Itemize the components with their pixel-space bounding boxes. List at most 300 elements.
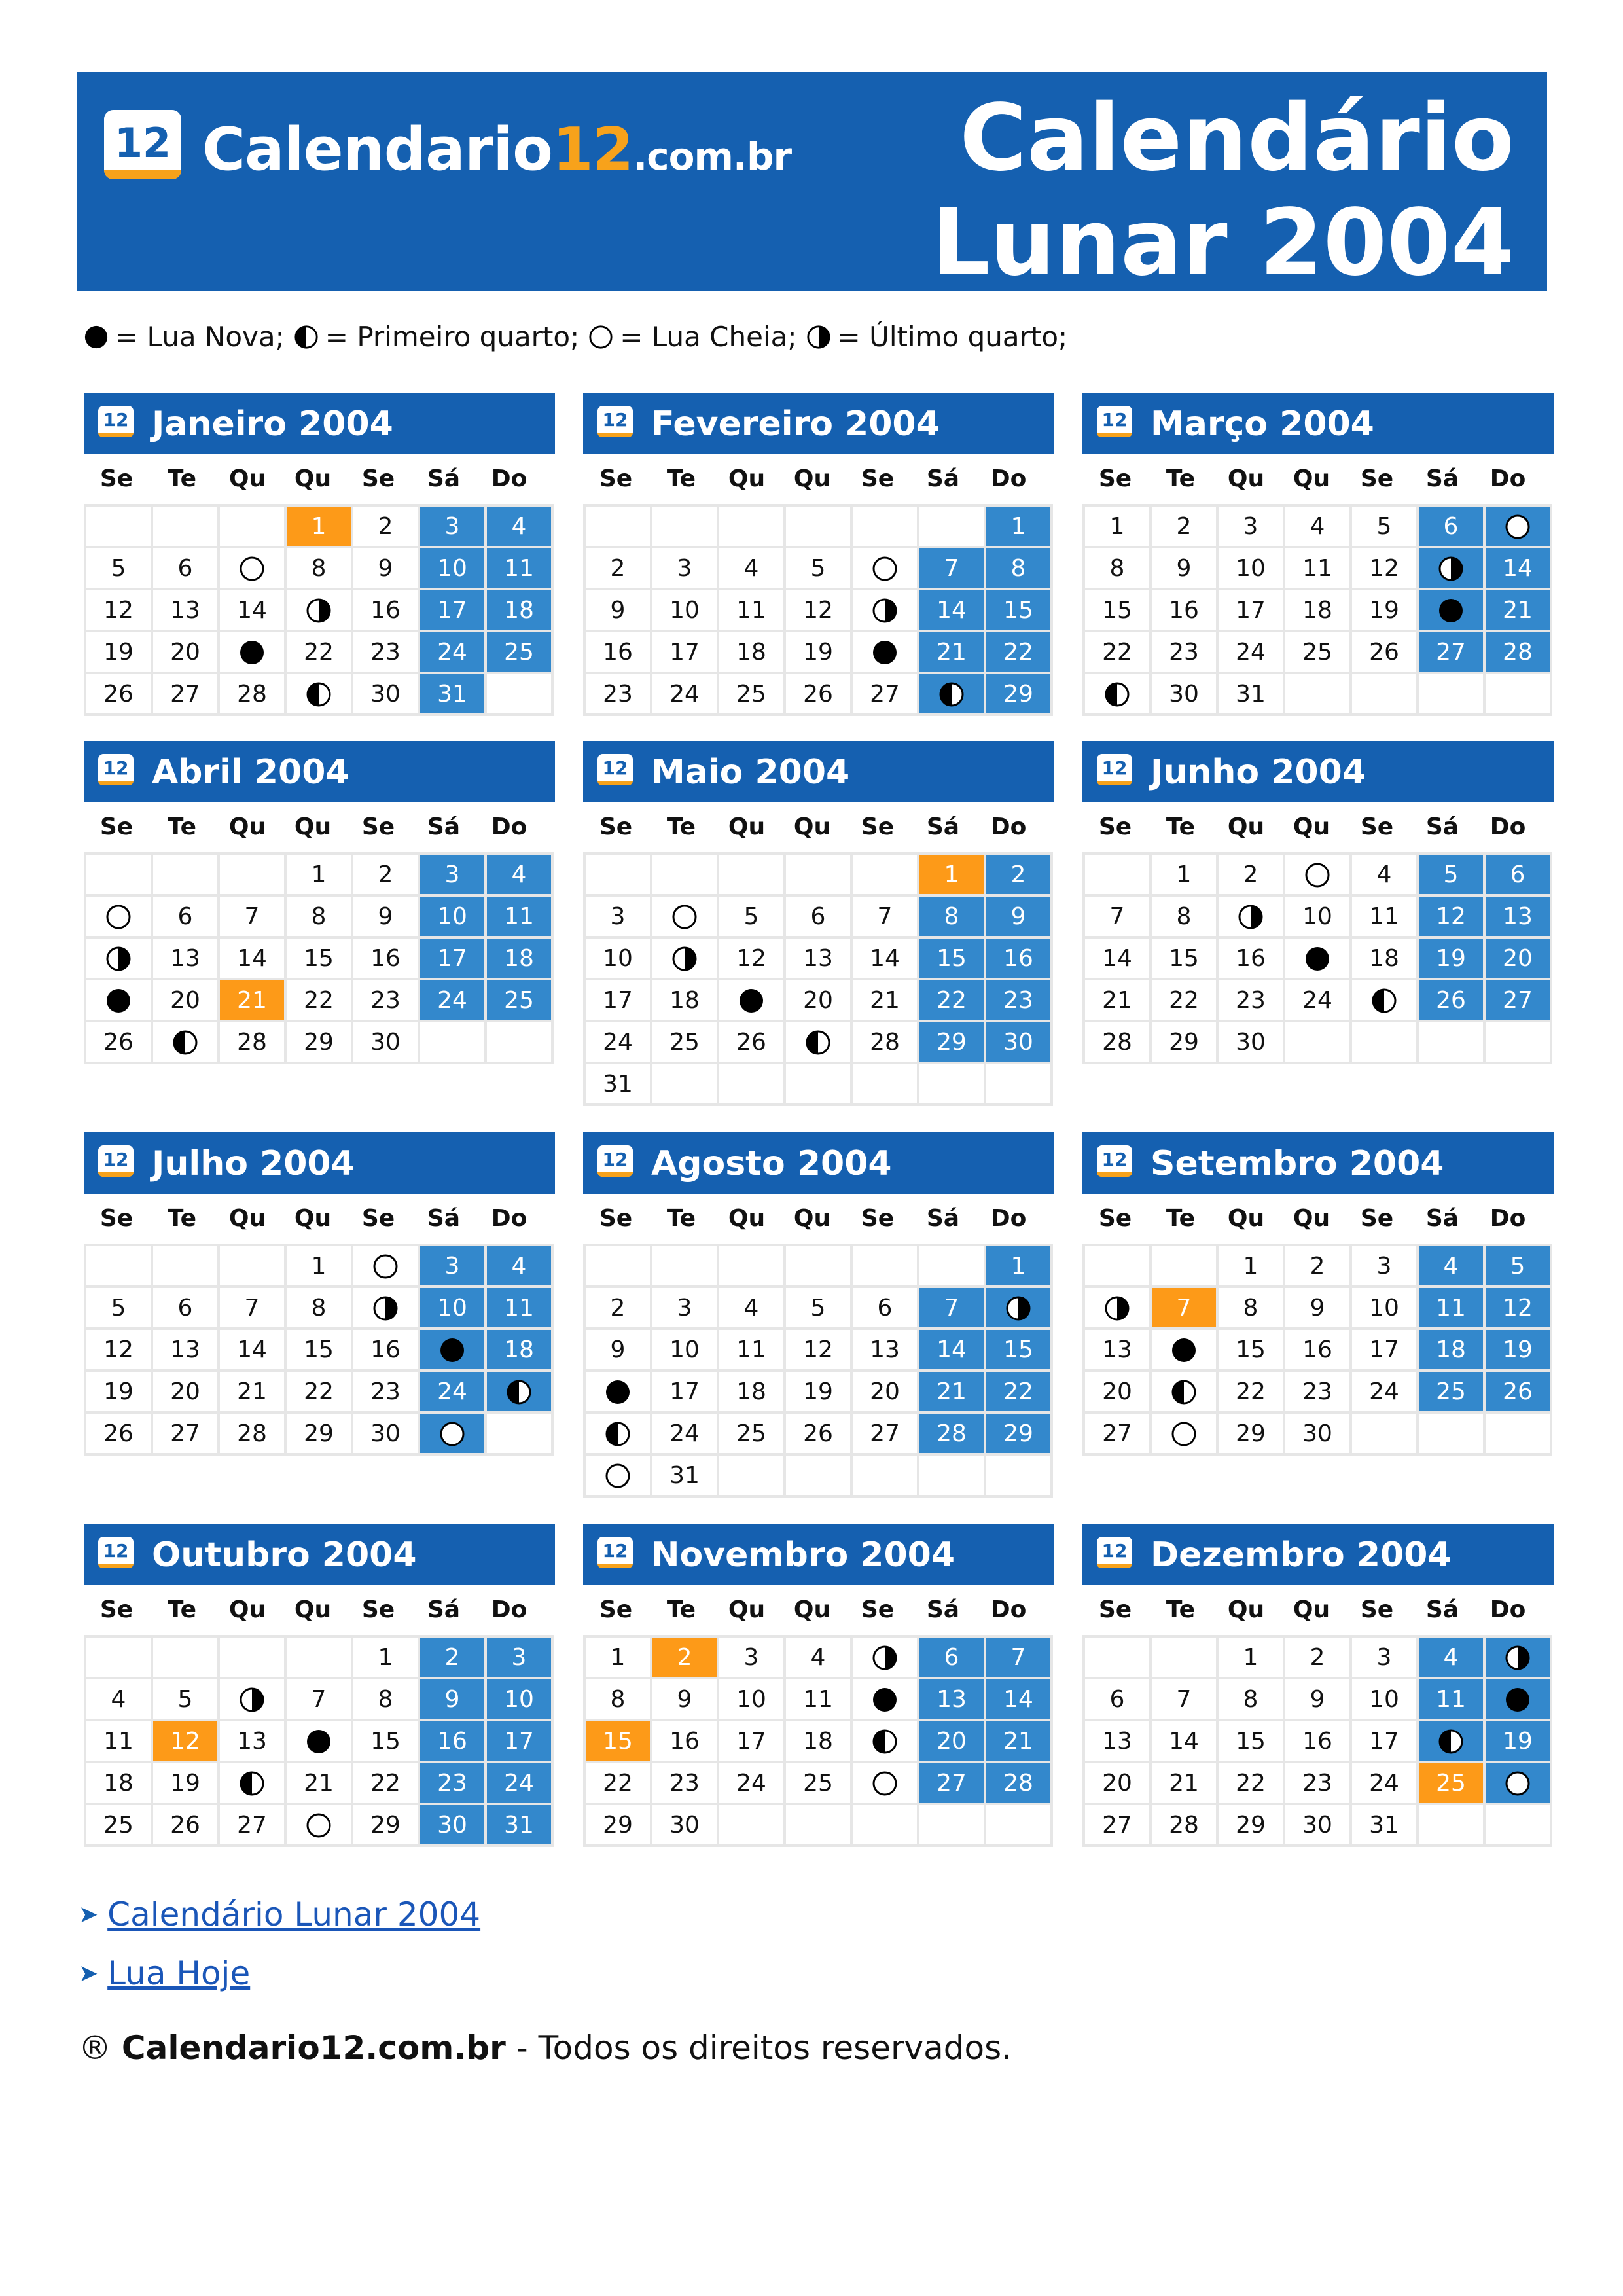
day-cell[interactable]: 12 <box>1418 895 1484 937</box>
day-cell[interactable]: 28 <box>219 673 285 715</box>
day-cell[interactable]: 13 <box>851 1329 918 1371</box>
day-cell[interactable]: 11 <box>1351 895 1418 937</box>
day-cell[interactable]: 9 <box>352 895 419 937</box>
day-cell[interactable]: 27 <box>1418 631 1484 673</box>
day-cell[interactable]: 7 <box>918 1287 985 1329</box>
day-cell[interactable]: 8 <box>918 895 985 937</box>
day-cell[interactable]: 22 <box>985 631 1052 673</box>
day-cell[interactable]: 14 <box>1484 547 1551 589</box>
day-cell[interactable]: 6 <box>152 547 219 589</box>
day-cell[interactable]: 10 <box>1217 547 1284 589</box>
day-cell[interactable]: 3 <box>651 547 718 589</box>
day-cell[interactable]: 13 <box>918 1678 985 1720</box>
day-cell[interactable]: 22 <box>1084 631 1150 673</box>
day-cell[interactable]: 6 <box>1418 505 1484 547</box>
day-cell[interactable] <box>851 1762 918 1804</box>
day-cell[interactable]: 26 <box>85 1021 152 1063</box>
day-cell[interactable]: 17 <box>651 631 718 673</box>
day-cell[interactable]: 16 <box>985 937 1052 979</box>
day-cell[interactable]: 18 <box>85 1762 152 1804</box>
day-cell[interactable]: 13 <box>152 589 219 631</box>
day-cell[interactable]: 8 <box>285 895 352 937</box>
day-cell[interactable]: 26 <box>1484 1371 1551 1412</box>
day-cell[interactable] <box>85 979 152 1021</box>
day-cell[interactable]: 4 <box>785 1636 851 1678</box>
day-cell[interactable]: 5 <box>1484 1245 1551 1287</box>
day-cell[interactable]: 11 <box>1418 1287 1484 1329</box>
day-cell[interactable] <box>1484 1636 1551 1678</box>
day-cell[interactable] <box>851 1720 918 1762</box>
day-cell[interactable]: 23 <box>352 631 419 673</box>
day-cell[interactable]: 26 <box>85 1412 152 1454</box>
day-cell[interactable]: 27 <box>851 673 918 715</box>
day-cell[interactable]: 16 <box>352 589 419 631</box>
day-cell[interactable]: 28 <box>1084 1021 1150 1063</box>
day-cell[interactable]: 16 <box>1284 1329 1351 1371</box>
day-cell[interactable]: 2 <box>1284 1245 1351 1287</box>
day-cell[interactable]: 16 <box>584 631 651 673</box>
day-cell[interactable]: 25 <box>486 631 552 673</box>
day-cell[interactable]: 21 <box>219 1371 285 1412</box>
day-cell[interactable]: 3 <box>419 853 486 895</box>
day-cell[interactable] <box>1418 1720 1484 1762</box>
day-cell[interactable]: 15 <box>285 1329 352 1371</box>
day-cell[interactable]: 4 <box>1418 1245 1484 1287</box>
day-cell[interactable]: 10 <box>651 589 718 631</box>
day-cell[interactable]: 29 <box>1150 1021 1217 1063</box>
day-cell[interactable]: 17 <box>584 979 651 1021</box>
day-cell[interactable] <box>1484 505 1551 547</box>
day-cell[interactable] <box>651 895 718 937</box>
day-cell[interactable]: 31 <box>486 1804 552 1846</box>
day-cell[interactable]: 17 <box>486 1720 552 1762</box>
day-cell[interactable]: 29 <box>285 1412 352 1454</box>
day-cell[interactable]: 29 <box>1217 1804 1284 1846</box>
day-cell[interactable]: 19 <box>1484 1329 1551 1371</box>
day-cell[interactable]: 16 <box>1217 937 1284 979</box>
day-cell[interactable]: 30 <box>352 1412 419 1454</box>
day-cell[interactable] <box>1084 673 1150 715</box>
day-cell[interactable]: 28 <box>851 1021 918 1063</box>
day-cell[interactable]: 15 <box>1217 1720 1284 1762</box>
day-cell[interactable]: 27 <box>918 1762 985 1804</box>
day-cell[interactable]: 23 <box>1217 979 1284 1021</box>
day-cell[interactable]: 5 <box>718 895 785 937</box>
day-cell[interactable]: 19 <box>785 631 851 673</box>
day-cell[interactable] <box>851 547 918 589</box>
day-cell[interactable]: 24 <box>419 631 486 673</box>
day-cell[interactable]: 30 <box>1284 1804 1351 1846</box>
day-cell[interactable] <box>1150 1412 1217 1454</box>
day-cell[interactable]: 29 <box>584 1804 651 1846</box>
day-cell[interactable]: 3 <box>584 895 651 937</box>
day-cell[interactable]: 24 <box>651 1412 718 1454</box>
day-cell[interactable]: 15 <box>918 937 985 979</box>
day-cell[interactable]: 3 <box>1217 505 1284 547</box>
day-cell[interactable]: 9 <box>651 1678 718 1720</box>
day-cell[interactable]: 21 <box>219 979 285 1021</box>
day-cell[interactable]: 24 <box>1351 1371 1418 1412</box>
day-cell[interactable]: 28 <box>985 1762 1052 1804</box>
day-cell[interactable]: 29 <box>985 1412 1052 1454</box>
day-cell[interactable]: 13 <box>219 1720 285 1762</box>
day-cell[interactable]: 18 <box>651 979 718 1021</box>
day-cell[interactable]: 4 <box>1351 853 1418 895</box>
day-cell[interactable]: 7 <box>1150 1287 1217 1329</box>
day-cell[interactable]: 25 <box>651 1021 718 1063</box>
day-cell[interactable]: 4 <box>1418 1636 1484 1678</box>
day-cell[interactable]: 12 <box>152 1720 219 1762</box>
day-cell[interactable]: 1 <box>584 1636 651 1678</box>
day-cell[interactable]: 22 <box>985 1371 1052 1412</box>
day-cell[interactable]: 24 <box>584 1021 651 1063</box>
day-cell[interactable]: 30 <box>1217 1021 1284 1063</box>
day-cell[interactable]: 31 <box>651 1454 718 1496</box>
day-cell[interactable]: 16 <box>1284 1720 1351 1762</box>
day-cell[interactable]: 8 <box>352 1678 419 1720</box>
day-cell[interactable]: 14 <box>1150 1720 1217 1762</box>
day-cell[interactable] <box>851 1636 918 1678</box>
day-cell[interactable]: 1 <box>285 1245 352 1287</box>
day-cell[interactable]: 25 <box>718 673 785 715</box>
day-cell[interactable]: 2 <box>352 853 419 895</box>
day-cell[interactable]: 17 <box>419 589 486 631</box>
day-cell[interactable] <box>85 895 152 937</box>
day-cell[interactable] <box>785 1021 851 1063</box>
day-cell[interactable]: 21 <box>1150 1762 1217 1804</box>
day-cell[interactable] <box>985 1287 1052 1329</box>
day-cell[interactable]: 13 <box>1084 1720 1150 1762</box>
day-cell[interactable]: 15 <box>285 937 352 979</box>
day-cell[interactable]: 18 <box>486 589 552 631</box>
day-cell[interactable]: 17 <box>1351 1720 1418 1762</box>
day-cell[interactable]: 31 <box>584 1063 651 1105</box>
day-cell[interactable]: 21 <box>918 631 985 673</box>
day-cell[interactable]: 3 <box>419 505 486 547</box>
day-cell[interactable]: 18 <box>1418 1329 1484 1371</box>
day-cell[interactable]: 21 <box>1484 589 1551 631</box>
day-cell[interactable]: 16 <box>419 1720 486 1762</box>
day-cell[interactable] <box>1150 1371 1217 1412</box>
day-cell[interactable]: 14 <box>1084 937 1150 979</box>
day-cell[interactable] <box>1284 937 1351 979</box>
day-cell[interactable]: 25 <box>785 1762 851 1804</box>
day-cell[interactable]: 29 <box>352 1804 419 1846</box>
day-cell[interactable]: 17 <box>419 937 486 979</box>
day-cell[interactable]: 6 <box>152 895 219 937</box>
day-cell[interactable]: 4 <box>85 1678 152 1720</box>
day-cell[interactable] <box>1351 979 1418 1021</box>
day-cell[interactable]: 9 <box>419 1678 486 1720</box>
day-cell[interactable]: 16 <box>352 1329 419 1371</box>
day-cell[interactable]: 19 <box>785 1371 851 1412</box>
link-moon-today[interactable]: Lua Hoje <box>107 1954 251 1992</box>
day-cell[interactable]: 27 <box>152 673 219 715</box>
day-cell[interactable]: 8 <box>285 1287 352 1329</box>
day-cell[interactable]: 12 <box>785 589 851 631</box>
day-cell[interactable]: 16 <box>352 937 419 979</box>
day-cell[interactable]: 19 <box>1484 1720 1551 1762</box>
day-cell[interactable] <box>285 1720 352 1762</box>
day-cell[interactable]: 24 <box>651 673 718 715</box>
day-cell[interactable]: 8 <box>584 1678 651 1720</box>
day-cell[interactable]: 22 <box>918 979 985 1021</box>
day-cell[interactable]: 30 <box>352 673 419 715</box>
day-cell[interactable]: 1 <box>1217 1636 1284 1678</box>
day-cell[interactable]: 20 <box>851 1371 918 1412</box>
day-cell[interactable]: 3 <box>718 1636 785 1678</box>
day-cell[interactable] <box>419 1412 486 1454</box>
day-cell[interactable]: 3 <box>651 1287 718 1329</box>
day-cell[interactable]: 30 <box>352 1021 419 1063</box>
day-cell[interactable]: 1 <box>285 853 352 895</box>
day-cell[interactable]: 22 <box>1217 1762 1284 1804</box>
day-cell[interactable]: 9 <box>1284 1678 1351 1720</box>
day-cell[interactable] <box>1150 1329 1217 1371</box>
day-cell[interactable]: 15 <box>985 589 1052 631</box>
day-cell[interactable]: 27 <box>219 1804 285 1846</box>
day-cell[interactable]: 23 <box>651 1762 718 1804</box>
day-cell[interactable]: 21 <box>851 979 918 1021</box>
day-cell[interactable]: 9 <box>985 895 1052 937</box>
day-cell[interactable]: 20 <box>1484 937 1551 979</box>
day-cell[interactable]: 10 <box>419 1287 486 1329</box>
day-cell[interactable]: 29 <box>1217 1412 1284 1454</box>
day-cell[interactable]: 18 <box>1351 937 1418 979</box>
day-cell[interactable]: 1 <box>918 853 985 895</box>
day-cell[interactable]: 7 <box>851 895 918 937</box>
day-cell[interactable]: 19 <box>1351 589 1418 631</box>
day-cell[interactable]: 13 <box>152 1329 219 1371</box>
day-cell[interactable]: 27 <box>1084 1804 1150 1846</box>
day-cell[interactable]: 15 <box>1217 1329 1284 1371</box>
day-cell[interactable]: 15 <box>352 1720 419 1762</box>
day-cell[interactable]: 24 <box>419 979 486 1021</box>
day-cell[interactable]: 9 <box>352 547 419 589</box>
day-cell[interactable]: 3 <box>486 1636 552 1678</box>
day-cell[interactable]: 30 <box>651 1804 718 1846</box>
day-cell[interactable]: 20 <box>785 979 851 1021</box>
day-cell[interactable]: 20 <box>918 1720 985 1762</box>
day-cell[interactable]: 9 <box>1150 547 1217 589</box>
day-cell[interactable]: 5 <box>785 1287 851 1329</box>
day-cell[interactable]: 30 <box>985 1021 1052 1063</box>
day-cell[interactable]: 6 <box>851 1287 918 1329</box>
day-cell[interactable]: 23 <box>985 979 1052 1021</box>
day-cell[interactable]: 30 <box>1150 673 1217 715</box>
day-cell[interactable] <box>584 1454 651 1496</box>
day-cell[interactable]: 13 <box>785 937 851 979</box>
day-cell[interactable]: 8 <box>285 547 352 589</box>
day-cell[interactable]: 30 <box>419 1804 486 1846</box>
day-cell[interactable]: 21 <box>285 1762 352 1804</box>
day-cell[interactable] <box>85 937 152 979</box>
day-cell[interactable]: 28 <box>219 1021 285 1063</box>
day-cell[interactable] <box>851 589 918 631</box>
day-cell[interactable]: 10 <box>651 1329 718 1371</box>
day-cell[interactable]: 17 <box>1351 1329 1418 1371</box>
day-cell[interactable]: 6 <box>152 1287 219 1329</box>
day-cell[interactable] <box>285 673 352 715</box>
day-cell[interactable]: 25 <box>718 1412 785 1454</box>
day-cell[interactable]: 10 <box>718 1678 785 1720</box>
day-cell[interactable] <box>419 1329 486 1371</box>
day-cell[interactable]: 13 <box>1484 895 1551 937</box>
day-cell[interactable]: 11 <box>1418 1678 1484 1720</box>
day-cell[interactable]: 1 <box>985 505 1052 547</box>
day-cell[interactable]: 1 <box>1150 853 1217 895</box>
day-cell[interactable]: 16 <box>651 1720 718 1762</box>
day-cell[interactable]: 14 <box>918 589 985 631</box>
day-cell[interactable]: 13 <box>152 937 219 979</box>
day-cell[interactable]: 23 <box>419 1762 486 1804</box>
day-cell[interactable]: 11 <box>718 1329 785 1371</box>
day-cell[interactable]: 5 <box>1418 853 1484 895</box>
day-cell[interactable]: 8 <box>1150 895 1217 937</box>
day-cell[interactable]: 25 <box>85 1804 152 1846</box>
day-cell[interactable]: 20 <box>152 631 219 673</box>
day-cell[interactable]: 8 <box>1217 1287 1284 1329</box>
day-cell[interactable]: 1 <box>1084 505 1150 547</box>
day-cell[interactable] <box>1217 895 1284 937</box>
day-cell[interactable]: 14 <box>918 1329 985 1371</box>
day-cell[interactable] <box>285 1804 352 1846</box>
day-cell[interactable]: 23 <box>1284 1371 1351 1412</box>
day-cell[interactable]: 12 <box>85 1329 152 1371</box>
day-cell[interactable]: 26 <box>85 673 152 715</box>
link-lunar-calendar[interactable]: Calendário Lunar 2004 <box>107 1895 481 1933</box>
day-cell[interactable]: 31 <box>1351 1804 1418 1846</box>
day-cell[interactable]: 26 <box>152 1804 219 1846</box>
day-cell[interactable]: 10 <box>1351 1678 1418 1720</box>
day-cell[interactable] <box>584 1371 651 1412</box>
day-cell[interactable]: 19 <box>1418 937 1484 979</box>
day-cell[interactable]: 3 <box>1351 1245 1418 1287</box>
day-cell[interactable]: 3 <box>1351 1636 1418 1678</box>
day-cell[interactable] <box>918 673 985 715</box>
day-cell[interactable]: 20 <box>152 1371 219 1412</box>
day-cell[interactable]: 15 <box>1150 937 1217 979</box>
day-cell[interactable]: 11 <box>85 1720 152 1762</box>
day-cell[interactable]: 11 <box>486 895 552 937</box>
day-cell[interactable]: 20 <box>152 979 219 1021</box>
day-cell[interactable]: 22 <box>584 1762 651 1804</box>
day-cell[interactable]: 1 <box>352 1636 419 1678</box>
day-cell[interactable]: 10 <box>419 547 486 589</box>
day-cell[interactable]: 22 <box>352 1762 419 1804</box>
day-cell[interactable]: 5 <box>785 547 851 589</box>
day-cell[interactable]: 22 <box>285 979 352 1021</box>
day-cell[interactable]: 29 <box>985 673 1052 715</box>
day-cell[interactable]: 8 <box>1084 547 1150 589</box>
day-cell[interactable]: 17 <box>1217 589 1284 631</box>
day-cell[interactable]: 8 <box>985 547 1052 589</box>
day-cell[interactable] <box>1484 1762 1551 1804</box>
day-cell[interactable]: 22 <box>1150 979 1217 1021</box>
day-cell[interactable]: 29 <box>285 1021 352 1063</box>
day-cell[interactable]: 28 <box>219 1412 285 1454</box>
day-cell[interactable]: 19 <box>152 1762 219 1804</box>
day-cell[interactable]: 12 <box>785 1329 851 1371</box>
day-cell[interactable]: 10 <box>419 895 486 937</box>
day-cell[interactable]: 5 <box>85 1287 152 1329</box>
day-cell[interactable]: 14 <box>219 589 285 631</box>
day-cell[interactable]: 20 <box>1084 1371 1150 1412</box>
day-cell[interactable]: 14 <box>985 1678 1052 1720</box>
day-cell[interactable]: 10 <box>486 1678 552 1720</box>
day-cell[interactable] <box>152 1021 219 1063</box>
day-cell[interactable]: 30 <box>1284 1412 1351 1454</box>
day-cell[interactable]: 5 <box>152 1678 219 1720</box>
day-cell[interactable]: 26 <box>718 1021 785 1063</box>
day-cell[interactable]: 4 <box>718 547 785 589</box>
day-cell[interactable]: 5 <box>85 547 152 589</box>
day-cell[interactable]: 24 <box>419 1371 486 1412</box>
day-cell[interactable]: 10 <box>584 937 651 979</box>
day-cell[interactable] <box>1084 1287 1150 1329</box>
day-cell[interactable]: 1 <box>285 505 352 547</box>
day-cell[interactable] <box>651 937 718 979</box>
day-cell[interactable]: 7 <box>985 1636 1052 1678</box>
day-cell[interactable]: 11 <box>718 589 785 631</box>
day-cell[interactable]: 25 <box>486 979 552 1021</box>
day-cell[interactable]: 11 <box>785 1678 851 1720</box>
day-cell[interactable]: 22 <box>1217 1371 1284 1412</box>
day-cell[interactable]: 18 <box>718 631 785 673</box>
day-cell[interactable]: 15 <box>985 1329 1052 1371</box>
day-cell[interactable]: 4 <box>1284 505 1351 547</box>
day-cell[interactable]: 28 <box>918 1412 985 1454</box>
day-cell[interactable]: 10 <box>1351 1287 1418 1329</box>
day-cell[interactable]: 27 <box>851 1412 918 1454</box>
day-cell[interactable]: 9 <box>1284 1287 1351 1329</box>
day-cell[interactable]: 2 <box>651 1636 718 1678</box>
day-cell[interactable]: 25 <box>1418 1762 1484 1804</box>
day-cell[interactable]: 4 <box>486 505 552 547</box>
day-cell[interactable]: 14 <box>851 937 918 979</box>
day-cell[interactable]: 6 <box>1084 1678 1150 1720</box>
day-cell[interactable]: 26 <box>785 673 851 715</box>
day-cell[interactable]: 19 <box>85 1371 152 1412</box>
day-cell[interactable]: 4 <box>486 1245 552 1287</box>
day-cell[interactable]: 25 <box>1284 631 1351 673</box>
day-cell[interactable]: 26 <box>1351 631 1418 673</box>
day-cell[interactable]: 13 <box>1084 1329 1150 1371</box>
day-cell[interactable] <box>219 1678 285 1720</box>
day-cell[interactable]: 8 <box>1217 1678 1284 1720</box>
day-cell[interactable]: 2 <box>584 547 651 589</box>
day-cell[interactable]: 2 <box>1150 505 1217 547</box>
day-cell[interactable] <box>285 589 352 631</box>
day-cell[interactable] <box>219 1762 285 1804</box>
day-cell[interactable]: 18 <box>1284 589 1351 631</box>
day-cell[interactable]: 1 <box>1217 1245 1284 1287</box>
day-cell[interactable] <box>1418 547 1484 589</box>
day-cell[interactable]: 18 <box>486 1329 552 1371</box>
day-cell[interactable]: 7 <box>1084 895 1150 937</box>
day-cell[interactable]: 24 <box>718 1762 785 1804</box>
day-cell[interactable]: 7 <box>918 547 985 589</box>
day-cell[interactable] <box>1418 589 1484 631</box>
day-cell[interactable] <box>1284 853 1351 895</box>
day-cell[interactable]: 24 <box>1217 631 1284 673</box>
day-cell[interactable]: 2 <box>584 1287 651 1329</box>
day-cell[interactable]: 6 <box>1484 853 1551 895</box>
day-cell[interactable]: 23 <box>352 1371 419 1412</box>
day-cell[interactable]: 7 <box>1150 1678 1217 1720</box>
day-cell[interactable]: 31 <box>1217 673 1284 715</box>
day-cell[interactable]: 22 <box>285 631 352 673</box>
